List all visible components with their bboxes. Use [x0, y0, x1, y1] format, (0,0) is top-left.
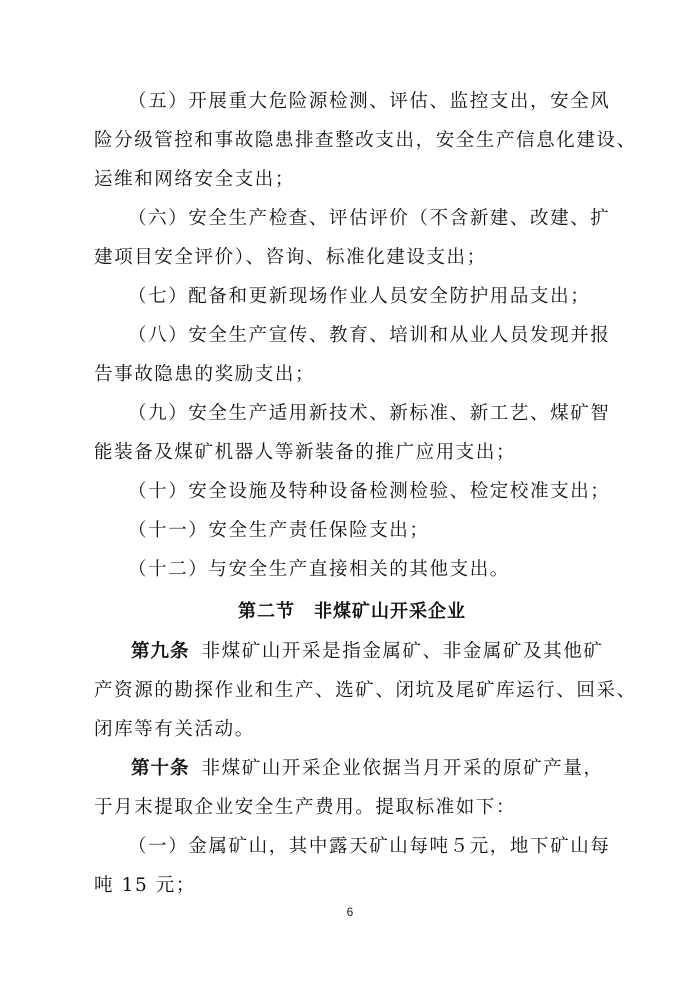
article-line — [131, 757, 604, 781]
paragraph-line: （一）金属矿山，其中露天矿山每吨５元，地下矿山每 — [128, 836, 611, 857]
article-line — [131, 640, 604, 664]
paragraph-line: 闭库等有关活动。 — [94, 719, 255, 740]
article-number: 第九条 — [131, 641, 190, 662]
paragraph-line: 建项目安全评价）、咨询、标准化建设支出； — [94, 247, 487, 268]
paragraph-line: 能装备及煤矿机器人等新装备的推广应用支出； — [94, 442, 517, 463]
paragraph-line: （八）安全生产宣传、教育、培训和从业人员发现并报 — [128, 325, 611, 346]
page-number: 6 — [346, 905, 354, 919]
article-text: 非煤矿山开采是指金属矿、非金属矿及其他矿 — [201, 641, 604, 662]
section-heading: 第二节 非煤矿山开采企业 — [238, 601, 466, 622]
paragraph-line: （十二）与安全生产直接相关的其他支出。 — [128, 559, 510, 580]
paragraph-line: （六）安全生产检查、评估评价（不含新建、改建、扩 — [128, 208, 611, 229]
paragraph-line: （十一）安全生产责任保险支出； — [128, 520, 430, 541]
paragraph-line: 吨 15 元； — [94, 875, 197, 896]
paragraph-line: （七）配备和更新现场作业人员安全防护用品支出； — [128, 286, 591, 307]
paragraph-line: 告事故隐患的奖励支出； — [94, 364, 316, 385]
paragraph-line: （五）开展重大危险源检测、评估、监控支出，安全风 — [128, 91, 611, 112]
article-text: 非煤矿山开采企业依据当月开采的原矿产量， — [201, 758, 604, 779]
paragraph-line: 于月末提取企业安全生产费用。提取标准如下： — [94, 797, 517, 818]
paragraph-line: 产资源的勘探作业和生产、选矿、闭坑及尾矿库运行、回采、 — [94, 680, 637, 701]
paragraph-line: 险分级管控和事故隐患排查整改支出，安全生产信息化建设、 — [94, 130, 637, 151]
article-number: 第十条 — [131, 758, 190, 779]
paragraph-line: （九）安全生产适用新技术、新标准、新工艺、煤矿智 — [128, 403, 611, 424]
paragraph-line: （十）安全设施及特种设备检测检验、检定校准支出； — [128, 481, 611, 502]
paragraph-line: 运维和网络安全支出； — [94, 169, 296, 190]
